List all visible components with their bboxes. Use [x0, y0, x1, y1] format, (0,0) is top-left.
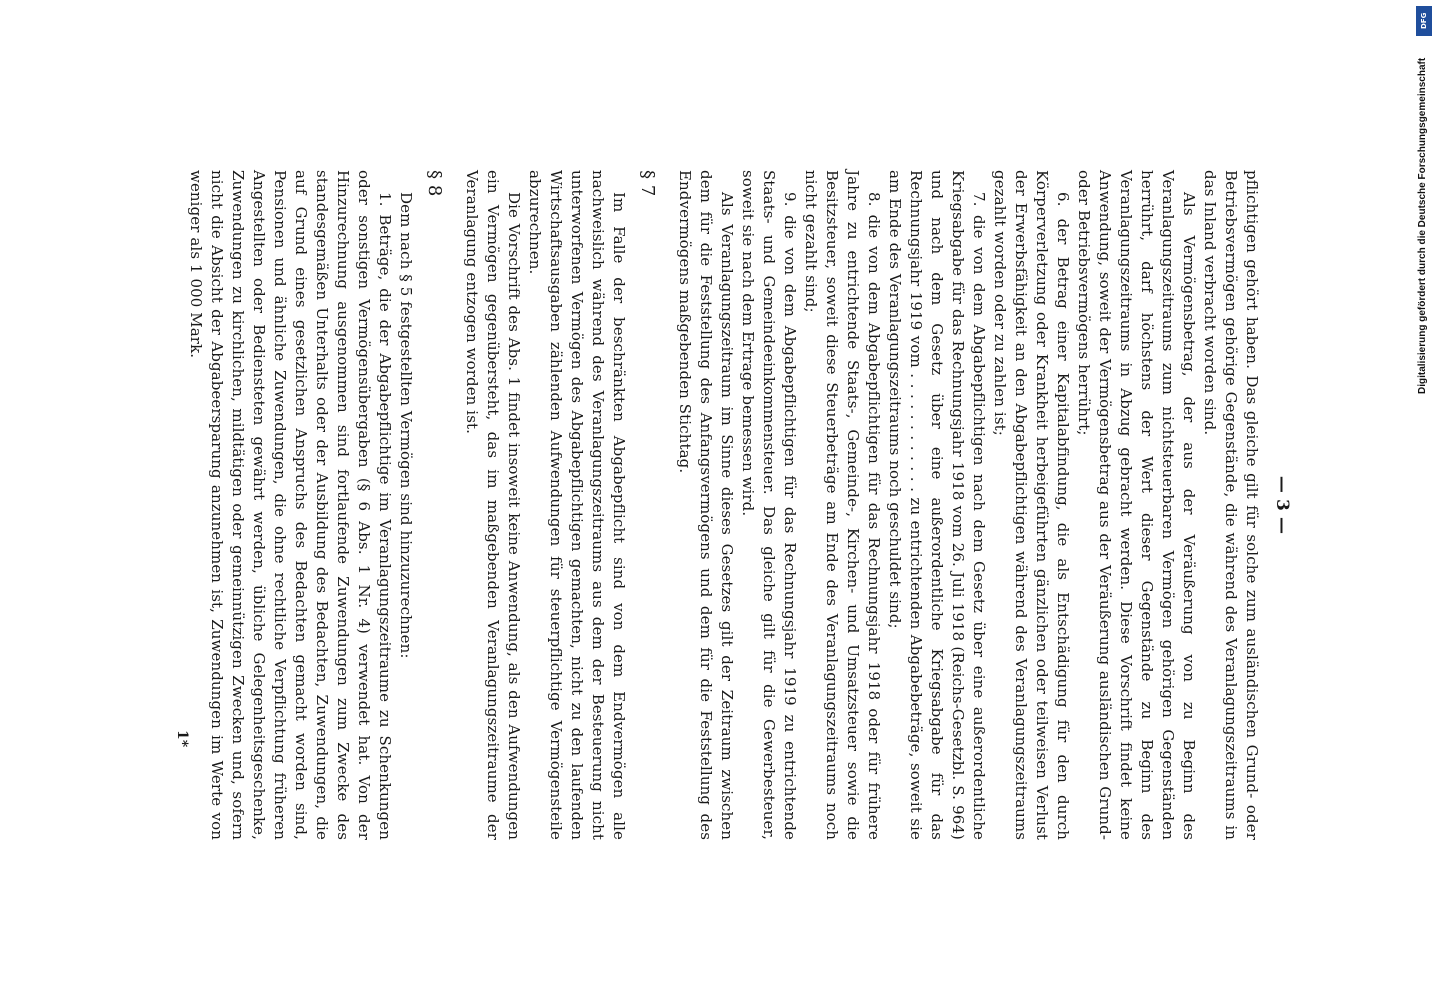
paragraph: 8. die von dem Abgabepflichtigen für das Rechnungsjahr 1918 oder für frühere Jahre zu entrichtende Staats-, Gemeinde-, Kirchen- und Umsatzsteuer sowie die Besitzsteuer, soweit diese Steuerbeträge am Ende des Veranlagungszeitraums noch nicht gezahlt sind;	[802, 170, 883, 840]
page-number: — 3 —	[1272, 475, 1292, 535]
paragraph: Als Vermögensbetrag, der aus der Veräußerung von zu Beginn des Veranlagungszeitraums zum nichtsteuerbaren Vermögen gehörigen Gegenständen herrührt, darf höchstens der Wert dieser Gegenstände zu Beginn des Veranlagungszeitraums in Abzug gebracht werden. Diese Vorschrift findet keine Anwendung, soweit der Vermögensbetrag aus der Veräußerung ausländischen Grund- oder Betriebsvermögens herrührt;	[1075, 170, 1198, 840]
paragraph: 7. die von dem Abgabepflichtigen nach dem Gesetz über eine außerordentliche Kriegsabgabe für das Rechnungsjahr 1918 vom 26. Juli 1918 (Reichs-Gesetzbl. S. 964) und nach dem Gesetz über eine außerordentliche Kriegsabgabe für das Rechnungsjahr 1919 vom . . . . . . . . . . . . zu entrichtenden Abgabebeträge, soweit sie am Ende des Veranlagungszeitraums noch geschuldet sind;	[886, 170, 988, 840]
scanned-page	[172, 170, 1292, 840]
paragraph: Als Veranlagungszeitraum im Sinne dieses Gesetzes gilt der Zeitraum zwischen dem für die Feststellung des Anfangsvermögens und dem für die Feststellung des Endvermögens maßgebenden Stichtag.	[676, 170, 736, 840]
page-body	[185, 170, 1262, 840]
paragraph: 6. der Betrag einer Kapitalabfindung, die als Entschädigung für den durch Körperverletzung oder Krankheit herbeigeführten gänzlichen oder teilweisen Verlust der Erwerbsfähigkeit an den Abgabepflichtigen während des Veranlagungszeitraums gezahlt worden oder zu zahlen ist;	[991, 170, 1072, 840]
funding-sidebar	[1415, 6, 1433, 394]
paragraph: Dem nach § 5 festgestellten Vermögen sind hinzuzurechnen:	[397, 192, 415, 659]
section-heading-7: § 7	[637, 170, 658, 197]
paragraph: Die Vorschrift des Abs. 1 findet insoweit keine Anwendung, als den Aufwendungen ein Vermögen gegenübersteht, das im maßgebenden Veranlagungszeitraume der Veranlagung entzogen worden ist.	[463, 170, 523, 840]
section-heading-8: § 8	[424, 170, 445, 197]
funding-notice: Digitalisierung gefördert durch die Deutsche Forschungsgemeinschaft	[1417, 57, 1428, 394]
dfg-logo-icon: DFG	[1416, 6, 1432, 36]
paragraph: 1. Beträge, die der Abgabepflichtige im Veranlagungszeitraume zu Schenkungen oder sonstigen Vermögensübergaben (§ 6 Abs. 1 Nr. 4) verwendet hat. Von der Hinzurechnung ausgenommen sind fortlaufende Zuwendungen zum Zwecke des standesgemäßen Unterhalts oder der Ausbildung des Bedachten, Zuwendungen, die auf Grund eines gesetzlichen Anspruchs des Bedachten gemacht worden sind, Pensionen und ähnliche Zuwendungen, die ohne rechtliche Verpflichtung früheren Angestellten oder Bediensteten gewährt werden, übliche Gelegenheitsgeschenke, Zuwendungen zu kirchlichen, mildtätigen oder gemeinnützigen Zwecken und, sofern nicht die Absicht der Abgabeersparung anzunehmen ist, Zuwendungen im Werte von weniger als 1 000 Mark.	[187, 170, 394, 840]
paragraph: pflichtigen gehört haben. Das gleiche gilt für solche zum ausländischen Grund- oder Betriebsvermögen gehörige Gegenstände, die während des Veranlagungszeitraums in das Inland verbracht worden sind.	[1201, 170, 1261, 840]
signature-mark: 1*	[174, 730, 190, 748]
paragraph: Im Falle der beschränkten Abgabepflicht sind von dem Endvermögen alle nachweislich während des Veranlagungszeitraums aus dem der Besteuerung nicht unterworfenen Vermögen des Abgabepflichtigen gemachten, nicht zu den laufenden Wirtschaftsausgaben zählenden Aufwendungen für steuerpflichtige Vermögensteile abzurechnen.	[526, 170, 628, 840]
paragraph: 9. die von dem Abgabepflichtigen für das Rechnungsjahr 1919 zu entrichtende Staats- und Gemeindeeinkommensteuer. Das gleiche gilt für die Gewerbesteuer, soweit sie nach dem Ertrage bemessen wird.	[739, 170, 799, 840]
